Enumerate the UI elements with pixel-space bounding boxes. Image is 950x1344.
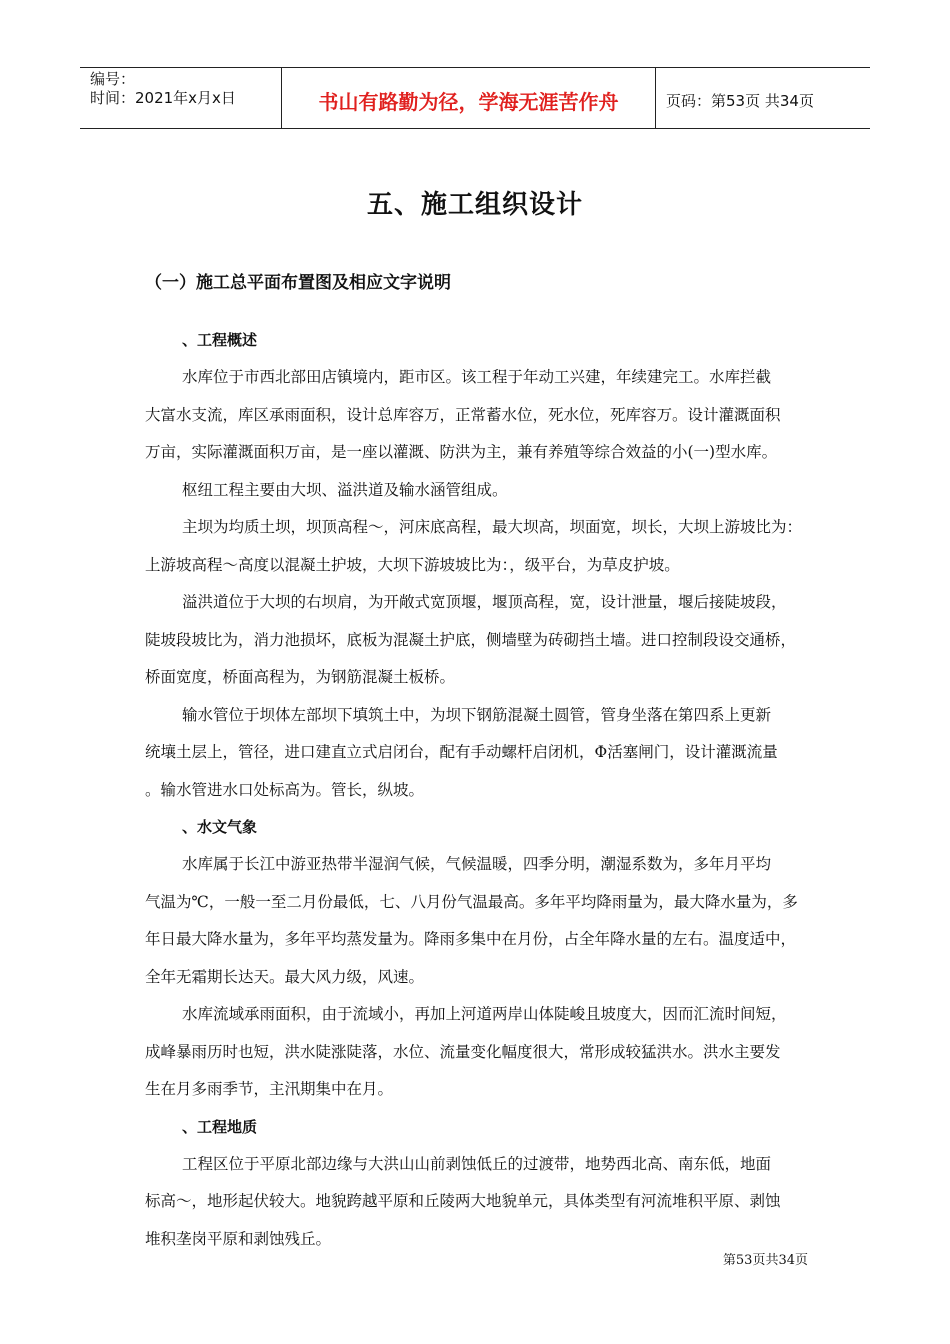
text-line: 气温为℃，一般一至二月份最低，七、八月份气温最高。多年平均降雨量为，最大降水量为，多: [145, 892, 798, 911]
section-heading-hydrology: 、水文气象: [182, 818, 258, 836]
number-label: 编号：: [90, 70, 136, 88]
paragraph: [145, 1146, 811, 1259]
paragraph: [145, 996, 811, 1109]
text-line: 水库属于长江中游亚热带半湿润气候，气候温暖，四季分明，潮湿系数为，多年月平均: [182, 855, 772, 873]
document-body: [145, 322, 811, 1258]
paragraph: [145, 359, 811, 472]
page-header: [80, 67, 870, 129]
paragraph: [145, 509, 811, 584]
header-motto: 书山有路勤为径，学海无涯苦作舟: [282, 68, 656, 128]
text-line: 标高～，地形起伏较大。地貌跨越平原和丘陵两大地貌单元，具体类型有河流堆积平原、剥蚀: [145, 1192, 781, 1210]
header-page-number: 页码：第53页 共34页: [666, 91, 814, 110]
paragraph: [145, 846, 811, 996]
date-label: 时间：2021年x月x日: [90, 89, 236, 107]
text-line: 上游坡高程～高度以混凝土护坡，大坝下游坡坡比为：，级平台，为草皮护坡。: [145, 555, 680, 574]
text-line: 陡坡段坡比为，消力池损坏，底板为混凝土护底，侧墙壁为砖砌挡土墙。进口控制段设交通桥，: [145, 630, 797, 649]
page-footer: 第53页共34页: [722, 1253, 808, 1268]
text-line: 堆积垄岗平原和剥蚀残丘。: [145, 1229, 332, 1248]
text-line: 溢洪道位于大坝的右坝肩，为开敞式宽顶堰，堰顶高程，宽，设计泄量，堰后接陡坡段，: [182, 593, 787, 611]
paragraph: [145, 584, 811, 697]
section-heading-geology: 、工程地质: [182, 1117, 258, 1136]
section-subtitle: （一）施工总平面布置图及相应文字说明: [145, 273, 451, 293]
paragraph: [145, 472, 811, 510]
paragraph: [145, 697, 811, 810]
text-line: 水库位于市西北部田店镇境内，距市区。该工程于年动工兴建，年续建完工。水库拦截: [182, 368, 772, 386]
text-line: 输水管位于坝体左部坝下填筑土中，为坝下钢筋混凝土圆管，管身坐落在第四系上更新: [182, 705, 772, 724]
text-line: 全年无霜期长达天。最大风力级，风速。: [145, 967, 425, 986]
text-line: 大富水支流，库区承雨面积，设计总库容万，正常蓄水位，死水位，死库容万。设计灌溉面积: [145, 405, 781, 424]
text-line: 主坝为均质土坝，坝顶高程～，河床底高程，最大坝高，坝面宽，坝长，大坝上游坡比为：: [182, 518, 803, 536]
text-line: 年日最大降水量为，多年平均蒸发量为。降雨多集中在月份，占全年降水量的左右。温度适中，: [145, 930, 797, 948]
text-line: 水库流域承雨面积，由于流域小，再加上河道两岸山体陡峻且坡度大，因而汇流时间短，: [182, 1005, 787, 1023]
header-info: [80, 68, 282, 128]
text-line: 工程区位于平原北部边缘与大洪山山前剥蚀低丘的过渡带，地势西北高、南东低，地面: [182, 1154, 772, 1173]
text-line: 枢纽工程主要由大坝、溢洪道及输水涵管组成。: [182, 480, 508, 499]
page-title: 五、施工组织设计: [366, 190, 583, 220]
section-heading-overview: 、工程概述: [182, 331, 258, 349]
text-line: 统壤土层上，管径，进口建直立式启闭台，配有手动螺杆启闭机，Φ活塞闸门，设计灌溉流量: [145, 743, 778, 761]
text-line: 成峰暴雨历时也短，洪水陡涨陡落，水位、流量变化幅度很大，常形成较猛洪水。洪水主要发: [145, 1042, 781, 1061]
text-line: 生在月多雨季节，主汛期集中在月。: [145, 1080, 394, 1098]
text-line: 桥面宽度，桥面高程为，为钢筋混凝土板桥。: [145, 668, 456, 686]
text-line: 。输水管进水口处标高为。管长，纵坡。: [145, 780, 425, 799]
text-line: 万亩，实际灌溉面积万亩，是一座以灌溉、防洪为主，兼有养殖等综合效益的小(一)型水库。: [145, 443, 778, 461]
